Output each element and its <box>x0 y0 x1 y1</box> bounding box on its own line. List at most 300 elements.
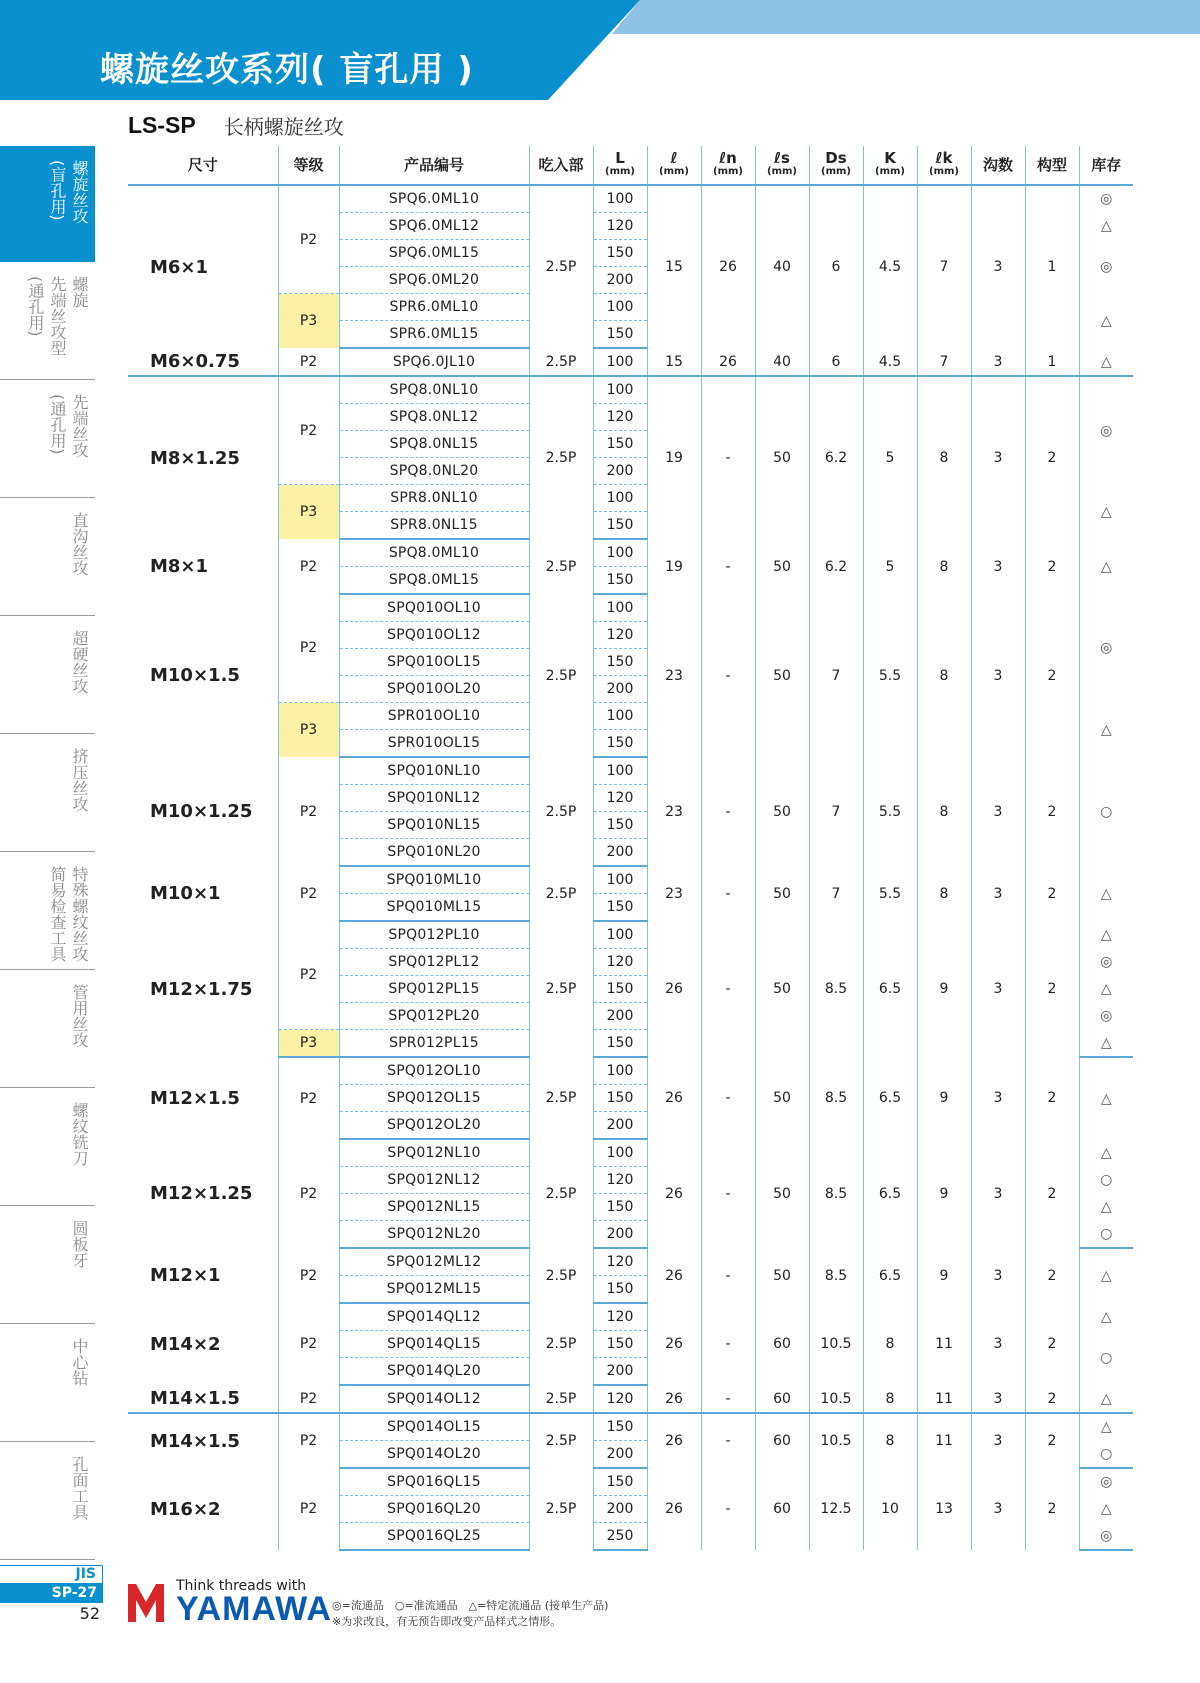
product-code: SPQ016QL25 <box>339 1523 529 1551</box>
chamfer: 2.5P <box>529 1468 593 1550</box>
product-code: SPQ012NL15 <box>339 1194 529 1221</box>
design-type: 2 <box>1025 539 1079 594</box>
overall-length: 100 <box>593 185 647 213</box>
overall-length: 200 <box>593 1221 647 1249</box>
tolerance-class: P3 <box>278 485 339 540</box>
shank-length: 50 <box>755 757 809 866</box>
chamfer: 2.5P <box>529 1057 593 1139</box>
column-label: ℓs <box>773 149 790 167</box>
flute-count: 3 <box>971 1139 1025 1248</box>
thread-size: M8×1 <box>150 556 209 577</box>
neck-length: - <box>701 376 755 539</box>
flute-count: 3 <box>971 348 1025 376</box>
shank-diameter: 8.5 <box>809 1139 863 1248</box>
sidebar-tab-text: 超硬丝攻 <box>70 630 89 694</box>
thread-size: M14×2 <box>150 1333 221 1355</box>
column-header <box>647 146 701 185</box>
overall-length: 250 <box>593 1523 647 1551</box>
sidebar-tab[interactable] <box>0 1206 95 1324</box>
design-type: 1 <box>1025 348 1079 376</box>
thread-length: 26 <box>647 1468 701 1550</box>
flute-count: 3 <box>971 1385 1025 1413</box>
design-type: 2 <box>1025 757 1079 866</box>
design-type: 2 <box>1025 1468 1079 1550</box>
sidebar-tab[interactable] <box>0 852 95 970</box>
sidebar-tab-text: (通孔用) <box>48 394 67 455</box>
table-row <box>128 185 1133 213</box>
stock-status: △ <box>1079 1303 1133 1331</box>
stock-status: ◎ <box>1079 949 1133 976</box>
thread-length: 15 <box>647 185 701 348</box>
design-type: 2 <box>1025 1248 1079 1303</box>
product-code: SPR8.0NL15 <box>339 512 529 540</box>
square-length: 7 <box>917 185 971 348</box>
square-size: 5.5 <box>863 866 917 921</box>
sidebar-tab[interactable] <box>0 1442 95 1560</box>
thread-length: 26 <box>647 1248 701 1303</box>
stock-status: △ <box>1079 1139 1133 1167</box>
overall-length: 150 <box>593 567 647 595</box>
overall-length: 200 <box>593 267 647 294</box>
neck-length: 26 <box>701 185 755 348</box>
flute-count: 3 <box>971 594 1025 757</box>
product-code: SPQ014OL12 <box>339 1385 529 1413</box>
model-description: 长柄螺旋丝攻 <box>223 114 344 139</box>
stock-status: △ <box>1079 1413 1133 1441</box>
product-code: SPR6.0ML15 <box>339 321 529 349</box>
overall-length: 100 <box>593 1057 647 1085</box>
stock-status: △ <box>1079 1496 1133 1523</box>
table-row <box>128 1139 1133 1167</box>
column-header <box>128 146 278 185</box>
product-code: SPQ010OL20 <box>339 676 529 703</box>
stock-status: △ <box>1079 539 1133 594</box>
flute-count: 3 <box>971 1248 1025 1303</box>
square-length: 8 <box>917 376 971 539</box>
logo-tagline: Think threads with <box>176 1578 307 1594</box>
column-unit: (mm) <box>767 166 797 177</box>
table-row <box>128 1413 1133 1441</box>
stock-status: ○ <box>1079 757 1133 866</box>
shank-diameter: 10.5 <box>809 1303 863 1385</box>
sidebar-tab-text: 先端丝攻型 <box>48 276 67 356</box>
column-label: K <box>884 149 896 167</box>
shank-length: 50 <box>755 594 809 757</box>
product-code: SPQ6.0ML10 <box>339 185 529 213</box>
product-code: SPQ014QL20 <box>339 1358 529 1386</box>
stock-status: △ <box>1079 1385 1133 1413</box>
shank-diameter: 6.2 <box>809 539 863 594</box>
overall-length: 150 <box>593 1276 647 1304</box>
overall-length: 200 <box>593 839 647 867</box>
thread-length: 26 <box>647 1385 701 1413</box>
sidebar-tab-text: 中心钻 <box>70 1338 89 1386</box>
neck-length: - <box>701 539 755 594</box>
overall-length: 100 <box>593 866 647 894</box>
column-label: ℓn <box>719 149 737 167</box>
shank-diameter: 10.5 <box>809 1385 863 1413</box>
stock-status: ○ <box>1079 1167 1133 1194</box>
sidebar-tab-text: 挤压丝攻 <box>70 748 89 812</box>
sidebar-tab-text: 先端丝攻 <box>70 394 89 458</box>
product-code: SPQ012PL10 <box>339 921 529 949</box>
thread-length: 26 <box>647 921 701 1057</box>
table-row <box>128 757 1133 785</box>
chamfer: 2.5P <box>529 866 593 921</box>
square-length: 13 <box>917 1468 971 1550</box>
overall-length: 200 <box>593 458 647 485</box>
overall-length: 200 <box>593 1496 647 1523</box>
stock-status: ○ <box>1079 1441 1133 1469</box>
product-code: SPQ010NL20 <box>339 839 529 867</box>
overall-length: 120 <box>593 785 647 812</box>
column-header <box>971 146 1025 185</box>
overall-length: 150 <box>593 512 647 540</box>
shank-diameter: 6 <box>809 348 863 376</box>
thread-length: 23 <box>647 866 701 921</box>
tolerance-class: P2 <box>278 539 339 594</box>
product-code: SPQ016QL20 <box>339 1496 529 1523</box>
thread-size: M10×1 <box>150 883 221 904</box>
neck-length: - <box>701 1057 755 1139</box>
stock-status: ◎ <box>1079 376 1133 485</box>
table-row <box>128 594 1133 622</box>
thread-length: 26 <box>647 1139 701 1248</box>
chamfer: 2.5P <box>529 376 593 539</box>
stock-status: ◎ <box>1079 1523 1133 1551</box>
section-label: SP-27 <box>0 1584 103 1603</box>
tolerance-class: P3 <box>278 294 339 349</box>
product-code: SPQ8.0ML10 <box>339 539 529 567</box>
column-header <box>278 146 339 185</box>
shank-diameter: 8.5 <box>809 921 863 1057</box>
sidebar-tab[interactable] <box>0 616 95 734</box>
square-length: 8 <box>917 866 971 921</box>
column-header <box>1025 146 1079 185</box>
chamfer: 2.5P <box>529 1413 593 1468</box>
neck-length: - <box>701 921 755 1057</box>
shank-length: 60 <box>755 1413 809 1468</box>
design-type: 1 <box>1025 185 1079 348</box>
column-unit: (mm) <box>605 166 635 177</box>
product-code: SPQ012ML12 <box>339 1248 529 1276</box>
neck-length: - <box>701 1303 755 1385</box>
overall-length: 120 <box>593 1385 647 1413</box>
thread-length: 23 <box>647 594 701 757</box>
sidebar-tab[interactable] <box>0 734 95 852</box>
tolerance-class: P3 <box>278 1030 339 1058</box>
product-code: SPQ012OL20 <box>339 1112 529 1140</box>
column-header <box>809 146 863 185</box>
sidebar-tab-text: 螺旋 <box>70 276 89 308</box>
sidebar-tab-label <box>69 748 89 812</box>
neck-length: - <box>701 757 755 866</box>
flute-count: 3 <box>971 921 1025 1057</box>
sidebar-tab[interactable] <box>0 380 95 498</box>
design-type: 2 <box>1025 594 1079 757</box>
column-header <box>1079 146 1133 185</box>
overall-length: 150 <box>593 1468 647 1496</box>
shank-length: 60 <box>755 1385 809 1413</box>
overall-length: 150 <box>593 240 647 267</box>
sidebar-tab[interactable] <box>0 1324 95 1442</box>
tolerance-class: P2 <box>278 594 339 703</box>
column-unit: (mm) <box>821 166 851 177</box>
stock-status: △ <box>1079 348 1133 376</box>
overall-length: 100 <box>593 376 647 404</box>
design-type: 2 <box>1025 1303 1079 1385</box>
sidebar-tab-label <box>25 276 89 356</box>
column-header <box>529 146 593 185</box>
square-size: 5 <box>863 539 917 594</box>
square-length: 8 <box>917 757 971 866</box>
design-type: 2 <box>1025 1385 1079 1413</box>
flute-count: 3 <box>971 866 1025 921</box>
sidebar-tab-label <box>69 630 89 694</box>
neck-length: - <box>701 1139 755 1248</box>
table-row <box>128 348 1133 376</box>
stock-status: △ <box>1079 294 1133 349</box>
series-heading <box>128 108 344 142</box>
column-label: L <box>615 149 625 167</box>
sidebar-tab-label <box>69 1102 89 1166</box>
column-label: 尺寸 <box>187 156 218 174</box>
stock-status: △ <box>1079 1248 1133 1303</box>
overall-length: 120 <box>593 949 647 976</box>
product-code: SPQ010OL12 <box>339 622 529 649</box>
chamfer: 2.5P <box>529 1303 593 1385</box>
shank-length: 40 <box>755 185 809 348</box>
overall-length: 120 <box>593 1167 647 1194</box>
square-length: 11 <box>917 1413 971 1468</box>
table-row <box>128 539 1133 567</box>
tolerance-class: P2 <box>278 921 339 1030</box>
product-code: SPQ016QL15 <box>339 1468 529 1496</box>
tolerance-class: P2 <box>278 376 339 485</box>
thread-length: 26 <box>647 1413 701 1468</box>
sidebar-tab-text: (盲孔用) <box>48 160 67 221</box>
column-unit: (mm) <box>713 166 743 177</box>
tolerance-class: P2 <box>278 1468 339 1550</box>
sidebar-tab[interactable] <box>0 262 95 380</box>
thread-size: M10×1.25 <box>150 801 253 822</box>
page-number: 52 <box>79 1604 100 1623</box>
column-label: 库存 <box>1091 156 1122 174</box>
neck-length: - <box>701 1468 755 1550</box>
sidebar-tab-label <box>47 394 89 458</box>
flute-count: 3 <box>971 1303 1025 1385</box>
thread-length: 19 <box>647 539 701 594</box>
neck-length: - <box>701 1413 755 1468</box>
standard-label: JIS <box>0 1565 103 1584</box>
sidebar-tab-label <box>47 160 89 224</box>
tolerance-class: P2 <box>278 866 339 921</box>
product-code: SPQ014QL15 <box>339 1331 529 1358</box>
product-code: SPQ012ML15 <box>339 1276 529 1304</box>
shank-length: 40 <box>755 348 809 376</box>
overall-length: 100 <box>593 1139 647 1167</box>
square-size: 5.5 <box>863 757 917 866</box>
product-code: SPQ8.0ML15 <box>339 567 529 595</box>
overall-length: 200 <box>593 1112 647 1140</box>
product-code: SPQ010NL12 <box>339 785 529 812</box>
shank-length: 60 <box>755 1468 809 1550</box>
tolerance-class: P2 <box>278 1139 339 1248</box>
overall-length: 100 <box>593 921 647 949</box>
table-row <box>128 1385 1133 1413</box>
product-code: SPQ6.0JL10 <box>339 348 529 376</box>
stock-status: △ <box>1079 1030 1133 1058</box>
sidebar-tab[interactable] <box>0 146 95 262</box>
thread-length: 15 <box>647 348 701 376</box>
chamfer: 2.5P <box>529 348 593 376</box>
product-code: SPR012PL15 <box>339 1030 529 1058</box>
stock-status: △ <box>1079 976 1133 1003</box>
shank-length: 50 <box>755 1139 809 1248</box>
tolerance-class: P3 <box>278 703 339 758</box>
product-code: SPQ012PL12 <box>339 949 529 976</box>
square-length: 11 <box>917 1385 971 1413</box>
product-code: SPQ012NL20 <box>339 1221 529 1249</box>
neck-length: - <box>701 866 755 921</box>
overall-length: 100 <box>593 294 647 321</box>
page-title: 螺旋丝攻系列( 盲孔用 ) <box>100 50 474 90</box>
overall-length: 200 <box>593 1358 647 1386</box>
square-length: 7 <box>917 348 971 376</box>
overall-length: 150 <box>593 321 647 349</box>
overall-length: 150 <box>593 730 647 758</box>
shank-diameter: 7 <box>809 594 863 757</box>
shank-length: 50 <box>755 1057 809 1139</box>
sidebar-tab-text: 管用丝攻 <box>70 984 89 1048</box>
shank-diameter: 8.5 <box>809 1248 863 1303</box>
thread-length: 26 <box>647 1303 701 1385</box>
thread-length: 26 <box>647 1057 701 1139</box>
stock-status: ◎ <box>1079 1468 1133 1496</box>
table-row <box>128 921 1133 949</box>
category-sidebar <box>0 146 95 1560</box>
sidebar-tab[interactable] <box>0 498 95 616</box>
shank-diameter: 12.5 <box>809 1468 863 1550</box>
flute-count: 3 <box>971 185 1025 348</box>
sidebar-tab-text: 螺旋丝攻 <box>70 160 89 224</box>
thread-size: M12×1 <box>150 1265 221 1286</box>
neck-length: - <box>701 1385 755 1413</box>
column-unit: (mm) <box>659 166 689 177</box>
chamfer: 2.5P <box>529 594 593 757</box>
brand-name: YAMAWA <box>176 1590 332 1628</box>
table-header-row <box>128 146 1133 185</box>
shank-diameter: 8.5 <box>809 1057 863 1139</box>
overall-length: 150 <box>593 894 647 922</box>
product-code: SPQ8.0NL12 <box>339 404 529 431</box>
square-length: 8 <box>917 594 971 757</box>
stock-legend: ◎=流通品 ○=准流通品 △=特定流通品 (接单生产品) <box>332 1599 609 1612</box>
thread-size: M12×1.75 <box>150 978 253 1000</box>
stock-status: ◎ <box>1079 1003 1133 1030</box>
tolerance-class: P2 <box>278 1413 339 1468</box>
design-type: 2 <box>1025 376 1079 539</box>
column-label: 吃入部 <box>538 156 584 174</box>
overall-length: 120 <box>593 213 647 240</box>
product-code: SPQ012NL10 <box>339 1139 529 1167</box>
overall-length: 150 <box>593 1331 647 1358</box>
product-code: SPQ010OL15 <box>339 649 529 676</box>
product-code: SPQ6.0ML20 <box>339 267 529 294</box>
shank-length: 50 <box>755 921 809 1057</box>
thread-size: M12×1.25 <box>150 1183 253 1204</box>
thread-size: M12×1.5 <box>150 1087 240 1109</box>
stock-status: ○ <box>1079 1331 1133 1386</box>
table-row <box>128 866 1133 894</box>
sidebar-tab-text: 特殊螺纹丝攻 <box>70 866 89 962</box>
product-code: SPQ014QL12 <box>339 1303 529 1331</box>
chamfer: 2.5P <box>529 1248 593 1303</box>
overall-length: 150 <box>593 1085 647 1112</box>
product-code: SPQ6.0ML12 <box>339 213 529 240</box>
product-code: SPR6.0ML10 <box>339 294 529 321</box>
square-size: 8 <box>863 1303 917 1385</box>
flute-count: 3 <box>971 376 1025 539</box>
column-header <box>701 146 755 185</box>
column-header <box>339 146 529 185</box>
thread-size: M14×1.5 <box>150 1430 240 1452</box>
shank-diameter: 7 <box>809 757 863 866</box>
neck-length: - <box>701 594 755 757</box>
sidebar-tab[interactable] <box>0 1088 95 1206</box>
design-type: 2 <box>1025 921 1079 1057</box>
column-label: 等级 <box>293 156 324 174</box>
tolerance-class: P2 <box>278 757 339 866</box>
stock-status: △ <box>1079 921 1133 949</box>
product-code: SPQ012NL12 <box>339 1167 529 1194</box>
square-size: 10 <box>863 1468 917 1550</box>
square-length: 8 <box>917 539 971 594</box>
tolerance-class: P2 <box>278 1248 339 1303</box>
overall-length: 150 <box>593 812 647 839</box>
sidebar-tab-text: 简易检查工具 <box>48 866 67 962</box>
model-code: LS-SP <box>128 111 196 138</box>
tolerance-class: P2 <box>278 348 339 376</box>
overall-length: 100 <box>593 485 647 512</box>
overall-length: 150 <box>593 431 647 458</box>
chamfer: 2.5P <box>529 1139 593 1248</box>
tolerance-class: P2 <box>278 1057 339 1139</box>
overall-length: 200 <box>593 1003 647 1030</box>
square-length: 11 <box>917 1303 971 1385</box>
sidebar-tab-label <box>69 512 89 576</box>
square-size: 6.5 <box>863 921 917 1057</box>
design-type: 2 <box>1025 1139 1079 1248</box>
footnote: ※为求改良，有无预告即改变产品样式之情形。 <box>332 1615 562 1628</box>
overall-length: 100 <box>593 594 647 622</box>
table-row <box>128 1057 1133 1085</box>
thread-size: M8×1.25 <box>150 447 240 469</box>
thread-size: M14×1.5 <box>128 1385 278 1413</box>
product-code: SPQ010ML10 <box>339 866 529 894</box>
overall-length: 120 <box>593 622 647 649</box>
overall-length: 100 <box>593 539 647 567</box>
column-header <box>755 146 809 185</box>
overall-length: 150 <box>593 976 647 1003</box>
shank-diameter: 10.5 <box>809 1413 863 1468</box>
sidebar-tab[interactable] <box>0 970 95 1088</box>
sidebar-tab-text: 孔面工具 <box>70 1456 89 1520</box>
product-code: SPQ010NL15 <box>339 812 529 839</box>
table-row <box>128 1303 1133 1331</box>
spec-table <box>128 146 1133 1551</box>
tolerance-class: P2 <box>278 1303 339 1385</box>
